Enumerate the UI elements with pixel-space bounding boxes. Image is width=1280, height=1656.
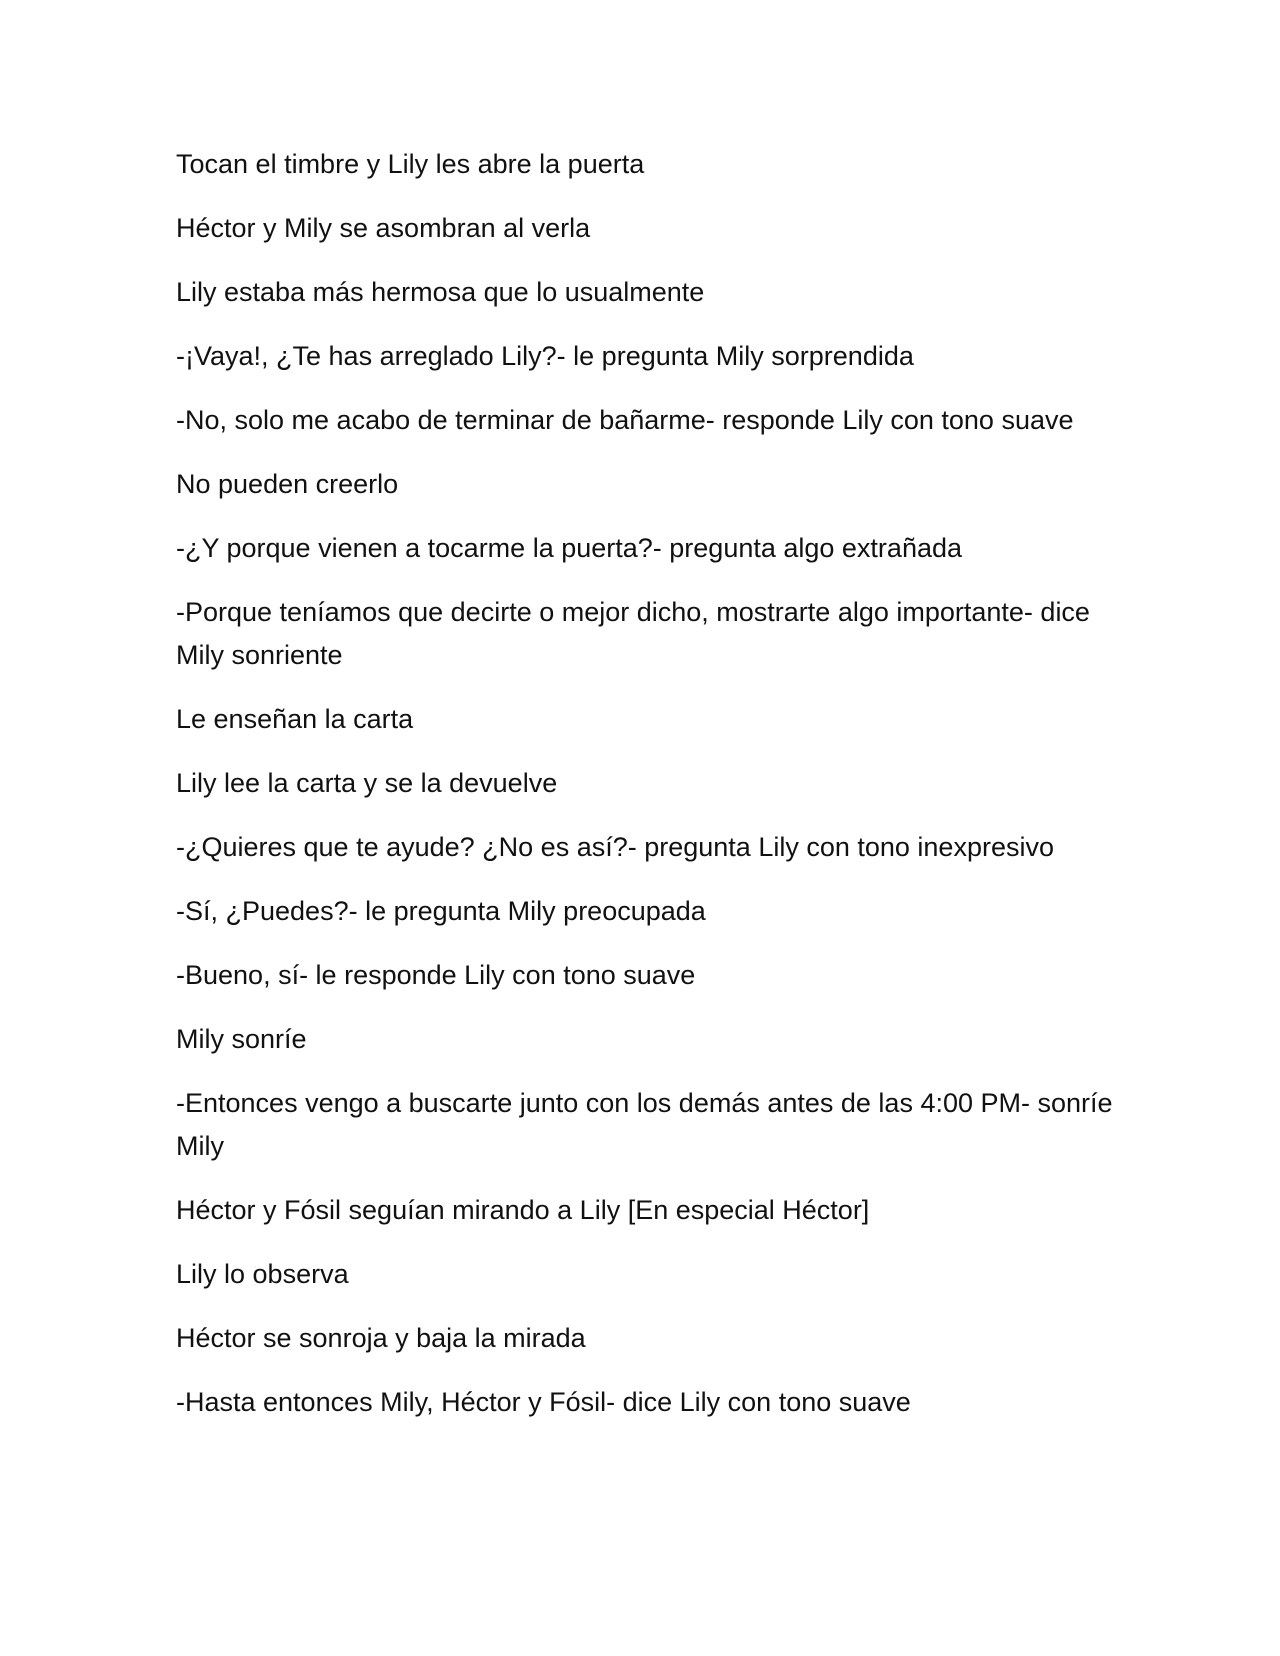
- paragraph: Héctor y Fósil seguían mirando a Lily [En especial Héctor]: [176, 1195, 870, 1225]
- paragraph: Héctor y Mily se asombran al verla: [176, 213, 591, 243]
- paragraph: -Bueno, sí- le responde Lily con tono suave: [176, 960, 696, 990]
- paragraph: -No, solo me acabo de terminar de bañarme- responde Lily con tono suave: [176, 405, 1074, 435]
- paragraph: Lily lee la carta y se la devuelve: [176, 768, 558, 798]
- paragraph: -Porque teníamos que decirte o mejor dicho, mostrarte algo importante- dice Mily sonriente: [176, 597, 1090, 670]
- paragraph: Lily lo observa: [176, 1259, 349, 1289]
- paragraph: Mily sonríe: [176, 1024, 307, 1054]
- document-body: [176, 143, 1116, 1445]
- paragraph: Héctor se sonroja y baja la mirada: [176, 1323, 586, 1353]
- paragraph: -¡Vaya!, ¿Te has arreglado Lily?- le pregunta Mily sorprendida: [176, 341, 914, 371]
- paragraph: -¿Y porque vienen a tocarme la puerta?- pregunta algo extrañada: [176, 533, 963, 563]
- paragraph: Tocan el timbre y Lily les abre la puerta: [176, 149, 645, 179]
- paragraph: -Hasta entonces Mily, Héctor y Fósil- dice Lily con tono suave: [176, 1387, 911, 1417]
- paragraph: -Sí, ¿Puedes?- le pregunta Mily preocupada: [176, 896, 706, 926]
- paragraph: Le enseñan la carta: [176, 704, 414, 734]
- paragraph: No pueden creerlo: [176, 469, 399, 499]
- paragraph: -¿Quieres que te ayude? ¿No es así?- pregunta Lily con tono inexpresivo: [176, 832, 1054, 862]
- paragraph: -Entonces vengo a buscarte junto con los demás antes de las 4:00 PM- sonríe Mily: [176, 1088, 1113, 1161]
- paragraph: Lily estaba más hermosa que lo usualmente: [176, 277, 705, 307]
